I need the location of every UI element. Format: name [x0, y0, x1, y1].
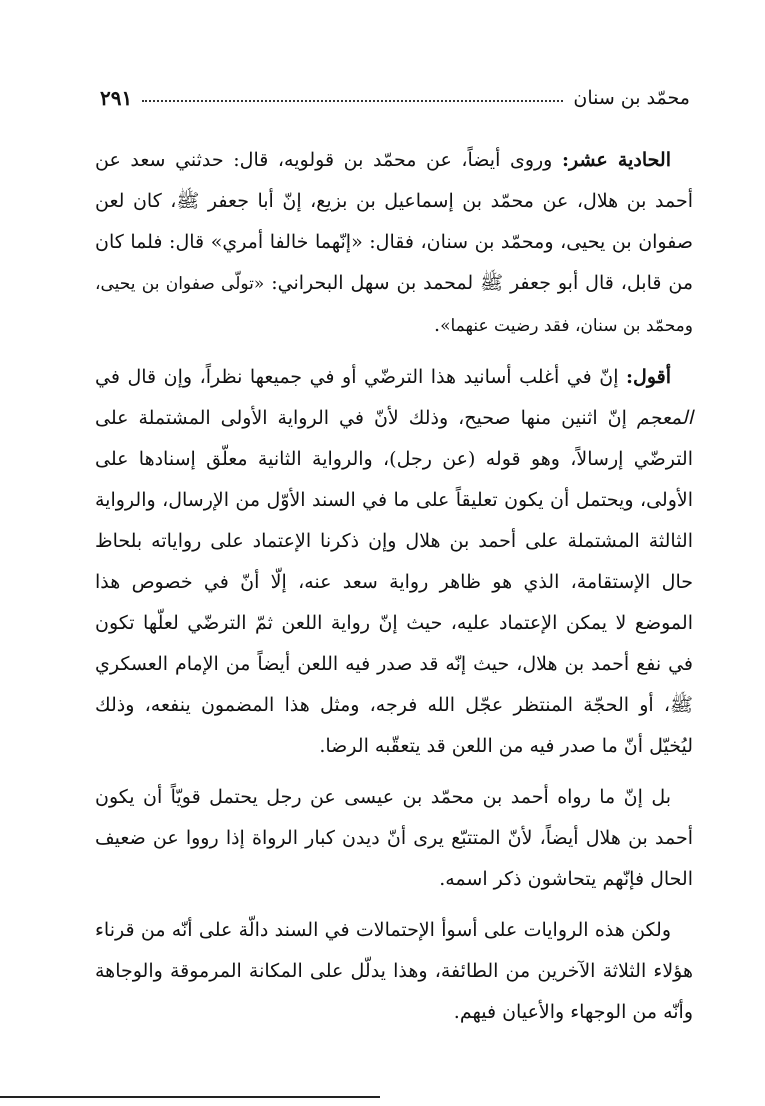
running-header [100, 78, 690, 118]
paragraph-text: بل إنّ ما رواه أحمد بن محمّد بن عيسى عن رجل يحتمل قويّاً أن يكون أحمد بن هلال أيضاً، لأنّ المتتبّع يرى أنّ ديدن كبار الرواة إذا رووا عن ضعيف الحال فإنّهم يتحاشون ذكر اسمه. [95, 786, 693, 890]
paragraph-third [95, 777, 693, 900]
quotation: «تولّى صفوان بن يحيى، ومحمّد بن سنان، فقد رضيت عنهما» [95, 274, 693, 336]
paragraph-lead: الحادية عشر: [561, 149, 671, 171]
quotation: «إنّهما خالفا أمري» [210, 231, 363, 253]
book-reference: المعجم [636, 407, 693, 429]
paragraph-text: إنّ اثنين منها صحيح، وذلك لأنّ في الرواية الأولى المشتملة على الترضّي إرسالاً، وهو قوله (عن رجل)، والرواية الثانية معلّق إسنادها على الأولى، ويحتمل أن يكون تعليقاً على ما في السند الأوّل من الإرسال، والرواية الثالثة المشتملة على أحمد بن هلال وإن ذكرنا الإعتماد على رواياته بلحاظ حال الإستقامة، الذي هو ظاهر رواية سعد عنه، إلّا أنّ في خصوص هذا الموضع لا يمكن الإعتماد عليه، حيث إنّ رواية اللعن ثمّ الترضّي لعلّها تكون في نفع أحمد بن هلال، حيث إنّه قد صدر فيه اللعن أيضاً من الإمام العسكري ﷺ، أو الحجّة المنتظر عجّل الله فرجه، ومثل هذا المضمون ينفعه، وذلك ليُخيّل أنّ ما صدر فيه من اللعن قد يتعقّبه الرضا. [95, 407, 693, 757]
paragraph-comment [95, 357, 693, 767]
paragraph-text: قال: فلما كان من قابل، قال أبو جعفر ﷺ لمحمد بن سهل البحراني: [95, 231, 694, 294]
paragraph-eleventh-narration [95, 140, 693, 347]
paragraph-text: وروى أيضاً، عن محمّد بن قولويه، قال: حدثني سعد عن أحمد بن هلال، عن محمّد بن إسماعيل بن بزيع، إنّ أبا جعفر ﷺ، كان لعن صفوان بن يحيى، ومحمّد بن سنان، فقال: [95, 149, 693, 253]
running-title: محمّد بن سنان [573, 87, 690, 109]
body-text [95, 140, 693, 1043]
paragraph-text: إنّ في أغلب أسانيد هذا الترضّي أو في جميعها نظراً، وإن قال في [95, 366, 626, 388]
paragraph-text: . [434, 314, 441, 336]
footer-rule [0, 1096, 380, 1098]
page-number: ٢٩١ [100, 86, 133, 110]
paragraph-lead: أقول: [626, 366, 671, 388]
paragraph-text: ولكن هذه الروايات على أسوأ الإحتمالات في السند دالّة على أنّه من قرناء هؤلاء الثلاثة الآخرين من الطائفة، وهذا يدلّل على المكانة المرموقة والوجاهة وأنّه من الوجهاء والأعيان فيهم. [95, 919, 693, 1023]
paragraph-fourth [95, 910, 693, 1033]
dot-leader [142, 100, 563, 102]
